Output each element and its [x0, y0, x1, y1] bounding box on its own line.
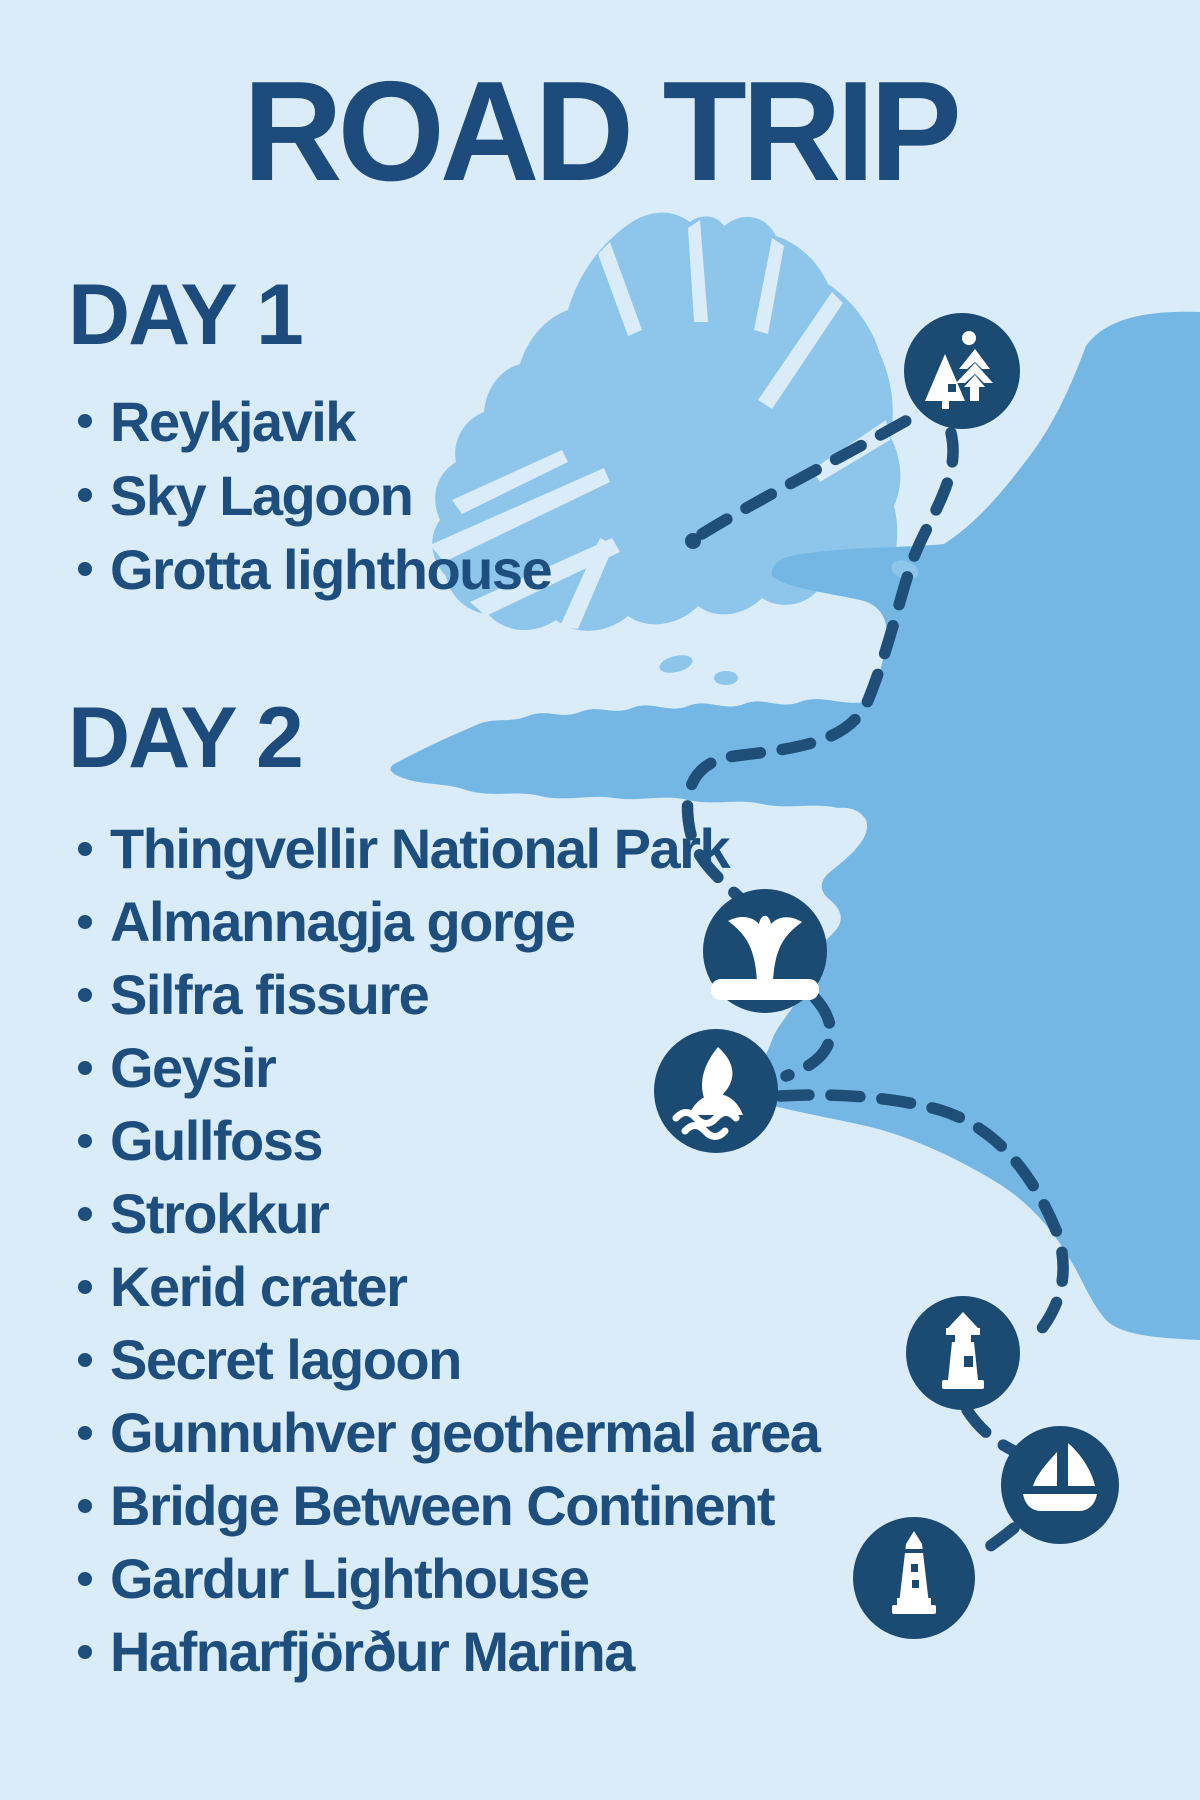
list-item-label: Gullfoss [110, 1109, 323, 1172]
bullet-icon [78, 1572, 92, 1586]
bullet-icon [78, 414, 92, 428]
list-item-label: Hafnarfjörður Marina [110, 1620, 634, 1683]
day2-stop-list [68, 812, 819, 1688]
list-item [68, 1615, 819, 1688]
list-item [68, 812, 819, 885]
list-item [68, 1031, 819, 1104]
list-item [68, 384, 551, 458]
list-item-label: Reykjavik [110, 389, 355, 453]
list-item-label: Geysir [110, 1036, 276, 1099]
list-item-label: Bridge Between Continent [110, 1474, 775, 1537]
bullet-icon [78, 842, 92, 856]
list-item [68, 1542, 819, 1615]
list-item-label: Kerid crater [110, 1255, 407, 1318]
marker-lighthouse [906, 1296, 1020, 1410]
list-item [68, 885, 819, 958]
page-title: ROAD TRIP [243, 52, 957, 211]
list-item-label: Sky Lagoon [110, 463, 413, 527]
list-item-label: Almannagja gorge [110, 890, 575, 953]
list-item-label: Gardur Lighthouse [110, 1547, 589, 1610]
bullet-icon [78, 1426, 92, 1440]
day1-heading: DAY 1 [68, 267, 302, 363]
bullet-icon [78, 1645, 92, 1659]
list-item-label: Thingvellir National Park [110, 817, 730, 880]
list-item [68, 1250, 819, 1323]
bullet-icon [78, 1134, 92, 1148]
bullet-icon [78, 1280, 92, 1294]
bullet-icon [78, 988, 92, 1002]
bullet-icon [78, 1061, 92, 1075]
list-item-label: Strokkur [110, 1182, 329, 1245]
day1-stop-list [68, 384, 551, 606]
list-item-label: Silfra fissure [110, 963, 429, 1026]
bullet-icon [78, 488, 92, 502]
list-item-label: Grotta lighthouse [110, 537, 552, 601]
list-item [68, 1177, 819, 1250]
bullet-icon [78, 1353, 92, 1367]
route-leg-6 [977, 1528, 1014, 1556]
list-item [68, 958, 819, 1031]
list-item [68, 1104, 819, 1177]
marker-sailboat [1001, 1426, 1119, 1544]
list-item [68, 532, 551, 606]
bullet-icon [78, 1207, 92, 1221]
route-leg-5 [967, 1410, 1014, 1451]
list-item-label: Secret lagoon [110, 1328, 461, 1391]
list-item [68, 458, 551, 532]
bullet-icon [78, 562, 92, 576]
marker-pine-trees [904, 313, 1020, 429]
day2-heading: DAY 2 [68, 690, 302, 786]
list-item [68, 1323, 819, 1396]
bullet-icon [78, 1499, 92, 1513]
list-item [68, 1396, 819, 1469]
bullet-icon [78, 915, 92, 929]
list-item-label: Gunnuhver geothermal area [110, 1401, 820, 1464]
marker-lighthouse-tower [853, 1517, 975, 1639]
list-item [68, 1469, 819, 1542]
